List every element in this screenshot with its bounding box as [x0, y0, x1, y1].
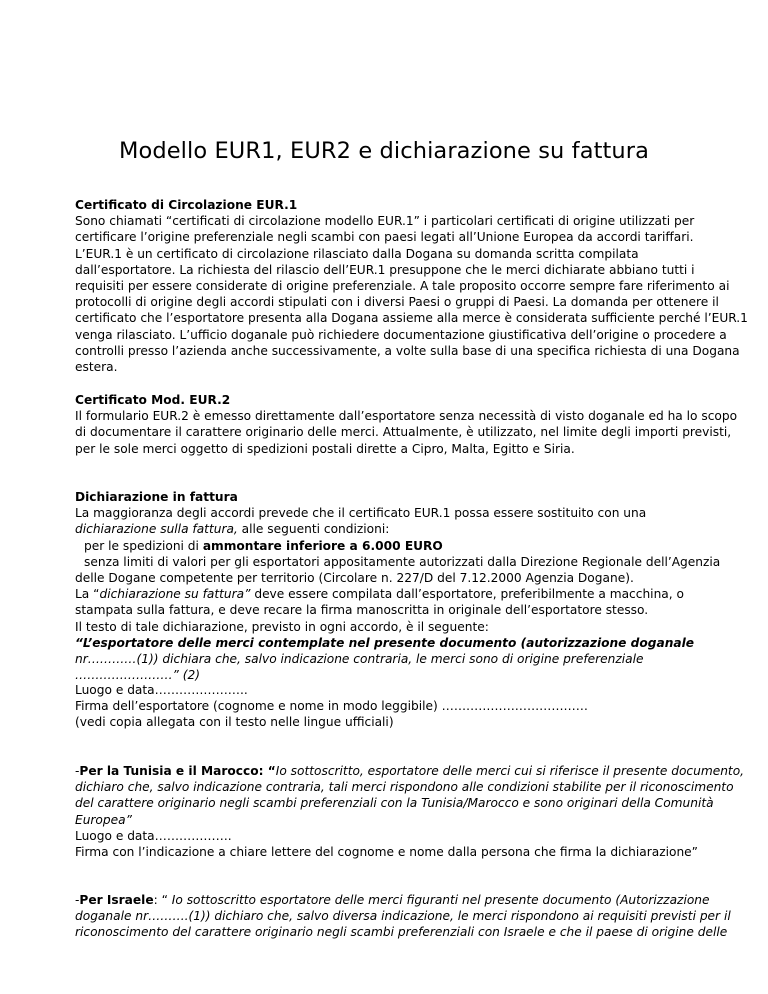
document-title: Modello EUR1, EUR2 e dichiarazione su fattura	[118, 138, 650, 164]
paragraph-line: venga rilasciato. L’ufficio doganale può richiedere documentazione giustificativa dell’origine o procedere a	[75, 327, 727, 342]
paragraph-line	[75, 521, 715, 537]
place-date-line: Luogo e data…………………..	[75, 683, 248, 697]
paragraph-line: del carattere originario negli scambi preferenziali con la Tunisia/Marocco e sono originari della Comunità	[75, 796, 714, 811]
italic-text: dichiarazione sulla fattura,	[75, 522, 238, 537]
paragraph-line: dall’esportatore. La richiesta del rilascio dell’EUR.1 presuppone che le merci dichiarate abbiano tutti i	[75, 262, 695, 277]
section-fattura	[75, 489, 721, 683]
text-span: “	[263, 764, 276, 778]
signature-line: Firma con l’indicazione a chiare lettere del cognome e nome dalla persona che firma la dichiarazione”	[75, 845, 698, 860]
paragraph-line: certificare l’origine preferenziale negli scambi con paesi legati all’Unione Europea da accordi tariffari.	[75, 230, 694, 245]
paragraph-line: Sono chiamati “certificati di circolazione modello EUR.1” i particolari certificati di origine utilizzati per	[75, 214, 695, 229]
paragraph-line: delle Dogane competente per territorio (Circolare n. 227/D del 7.12.2000 Agenzia Dogane).	[75, 571, 634, 586]
bold-text: Per la Tunisia e il Marocco:	[79, 764, 264, 778]
declaration-quote-line: “L’esportatore delle merci contemplate nel presente documento (autorizzazione doganale	[75, 635, 695, 650]
paragraph-line: protocolli di origine degli accordi stipulati con i diversi Paesi o gruppi di Paesi. La domanda per ottenere il	[75, 295, 719, 310]
paragraph-line: controlli presso l’azienda anche successivamente, a volte sulla base di una specifica richiesta di una Dogana	[75, 343, 740, 358]
section-eur1	[75, 197, 748, 375]
paragraph-line	[75, 892, 715, 908]
paragraph-line: per le sole merci oggetto di spedizioni postali dirette a Cipro, Malta, Egitto e Siria.	[75, 441, 575, 456]
paragraph-line: certificato che l’esportatore presenta alla Dogana assieme alla merce è considerata sufficiente perché l’EUR.1	[75, 311, 748, 326]
text-span: deve essere compilata dall’esportatore, preferibilmente a macchina, o	[250, 587, 684, 602]
bold-text: ammontare inferiore a 6.000 EURO	[202, 538, 443, 553]
text-span: per le spedizioni di	[84, 538, 203, 553]
paragraph-line: Europea”	[75, 812, 132, 827]
section-heading: Certificato di Circolazione EUR.1	[75, 198, 298, 212]
section-heading: Dichiarazione in fattura	[75, 490, 238, 504]
paragraph-line: estera.	[75, 360, 118, 375]
paragraph-line: Il testo di tale dichiarazione, previsto in ogni accordo, è il seguente:	[75, 619, 489, 634]
condition-item	[75, 538, 715, 554]
text-span: La “	[75, 587, 100, 602]
place-date-line: Luogo e data……………….	[75, 828, 232, 843]
signature-line: Firma dell’esportatore (cognome e nome in modo leggibile) ………………………………	[75, 699, 588, 714]
paragraph-line	[75, 586, 715, 602]
condition-item: senza limiti di valori per gli esportatori appositamente autorizzati dalla Direzione Regionale dell’Agenzia	[84, 554, 721, 569]
declaration-quote-line: ……………………” (2)	[75, 668, 200, 683]
italic-text: Io sottoscritto esportatore delle merci figuranti nel presente documento (Autorizzazione	[171, 893, 710, 907]
paragraph-line: riconoscimento del carattere originario negli scambi preferenziali con Israele e che il paese di origine delle	[75, 925, 728, 940]
italic-text: dichiarazione su fattura”	[99, 587, 251, 602]
text-span: -	[75, 893, 80, 907]
signature-block	[75, 682, 715, 731]
section-tunisia-marocco	[75, 763, 745, 860]
paragraph-line	[75, 763, 745, 779]
paragraph-line: requisiti per essere considerate di origine preferenziale. A tale proposito occorre sempre fare riferimento ai	[75, 279, 730, 294]
declaration-quote-line: nr…………(1)) dichiara che, salvo indicazione contraria, le merci sono di origine preferenziale	[75, 652, 644, 667]
paragraph-line: Il formulario EUR.2 è emesso direttamente dall’esportatore senza necessità di visto doganale ed ha lo scopo	[75, 409, 738, 424]
paragraph-line: L’EUR.1 è un certificato di circolazione rilasciato dalla Dogana su domanda scritta compilata	[75, 246, 639, 261]
section-eur2	[75, 392, 738, 457]
paragraph-line: dichiaro che, salvo indicazione contraria, tali merci rispondono alle condizioni stabilite per il riconoscimento	[75, 780, 734, 795]
paragraph-line: doganale nr……….(1)) dichiaro che, salvo diversa indicazione, le merci rispondono ai requisiti previsti per il	[75, 909, 731, 924]
text-span: -	[75, 764, 80, 778]
section-heading: Certificato Mod. EUR.2	[75, 393, 231, 407]
text-span: : “	[153, 893, 172, 907]
italic-text: Io sottoscritto, esportatore delle merci cui si riferisce il presente documento,	[275, 764, 745, 778]
text-span: alle seguenti condizioni:	[237, 522, 390, 537]
paragraph-line: di documentare il carattere originario delle merci. Attualmente, è utilizzato, nel limite degli importi previsti,	[75, 425, 732, 440]
annex-note: (vedi copia allegata con il testo nelle lingue ufficiali)	[75, 715, 394, 730]
paragraph-line: stampata sulla fattura, e deve recare la firma manoscritta in originale dell’esportatore stesso.	[75, 603, 649, 618]
bold-text: Per Israele	[79, 893, 154, 907]
paragraph-line: La maggioranza degli accordi prevede che il certificato EUR.1 possa essere sostituito con una	[75, 506, 647, 521]
section-israele	[75, 892, 731, 941]
